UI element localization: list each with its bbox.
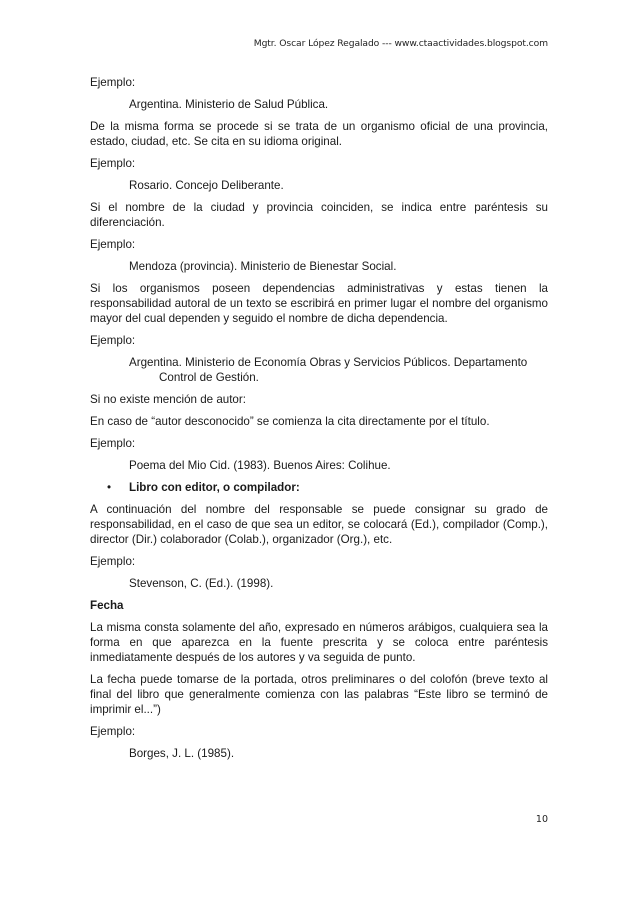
- paragraph: De la misma forma se procede si se trata de un organismo oficial de una provincia, estado, ciudad, etc. Se cita en su idioma original.: [90, 120, 548, 148]
- example-label: Ejemplo:: [90, 555, 136, 568]
- paragraph: Si no existe mención de autor:: [90, 393, 246, 406]
- example-citation: Argentina. Ministerio de Salud Pública.: [129, 98, 329, 111]
- example-citation: Rosario. Concejo Deliberante.: [129, 179, 284, 192]
- example-label: Ejemplo:: [90, 238, 136, 251]
- page-header: Mgtr. Oscar López Regalado --- www.ctaactividades.blogspot.com: [253, 38, 548, 49]
- paragraph: Si el nombre de la ciudad y provincia coinciden, se indica entre paréntesis su diferenciación.: [90, 201, 548, 229]
- paragraph: Si los organismos poseen dependencias administrativas y estas tienen la responsabilidad autoral de un texto se escribirá en primer lugar el nombre del organismo mayor del cual dependen y seguido el nombre de dicha dependencia.: [90, 282, 548, 325]
- section-heading: Fecha: [90, 599, 124, 612]
- paragraph: La fecha puede tomarse de la portada, otros preliminares o del colofón (breve texto al final del libro que generalmente comienza con las palabras “Este libro se terminó de imprimir el...”): [90, 673, 548, 716]
- bullet-item: [90, 480, 548, 495]
- example-label: Ejemplo:: [90, 157, 136, 170]
- example-citation-continuation: Control de Gestión.: [159, 371, 259, 384]
- paragraph: En caso de “autor desconocido” se comienza la cita directamente por el título.: [90, 415, 490, 428]
- example-citation: [90, 355, 548, 385]
- example-label: Ejemplo:: [90, 76, 136, 89]
- bullet-heading: Libro con editor, o compilador:: [129, 481, 300, 494]
- bullet-icon: •: [107, 481, 112, 494]
- example-label: Ejemplo:: [90, 334, 136, 347]
- page-body: [90, 75, 548, 768]
- example-citation: Borges, J. L. (1985).: [129, 747, 235, 760]
- example-citation: Stevenson, C. (Ed.). (1998).: [129, 577, 274, 590]
- page-number: 10: [535, 814, 548, 825]
- paragraph: A continuación del nombre del responsable se puede consignar su grado de responsabilidad, en el caso de que sea un editor, se colocará (Ed.), compilador (Comp.), director (Dir.) colaborador (Colab.), organizador (Org.), etc.: [90, 503, 548, 546]
- example-citation: Mendoza (provincia). Ministerio de Bienestar Social.: [129, 260, 397, 273]
- example-citation: Poema del Mio Cid. (1983). Buenos Aires: Colihue.: [129, 459, 391, 472]
- example-label: Ejemplo:: [90, 725, 136, 738]
- paragraph: La misma consta solamente del año, expresado en números arábigos, cualquiera sea la forma en que aparezca en la fuente prescrita y se coloca entre paréntesis inmediatamente después de los autores y va seguida de punto.: [90, 621, 548, 664]
- example-citation-line: Argentina. Ministerio de Economía Obras y Servicios Públicos. Departamento: [129, 356, 528, 369]
- example-label: Ejemplo:: [90, 437, 136, 450]
